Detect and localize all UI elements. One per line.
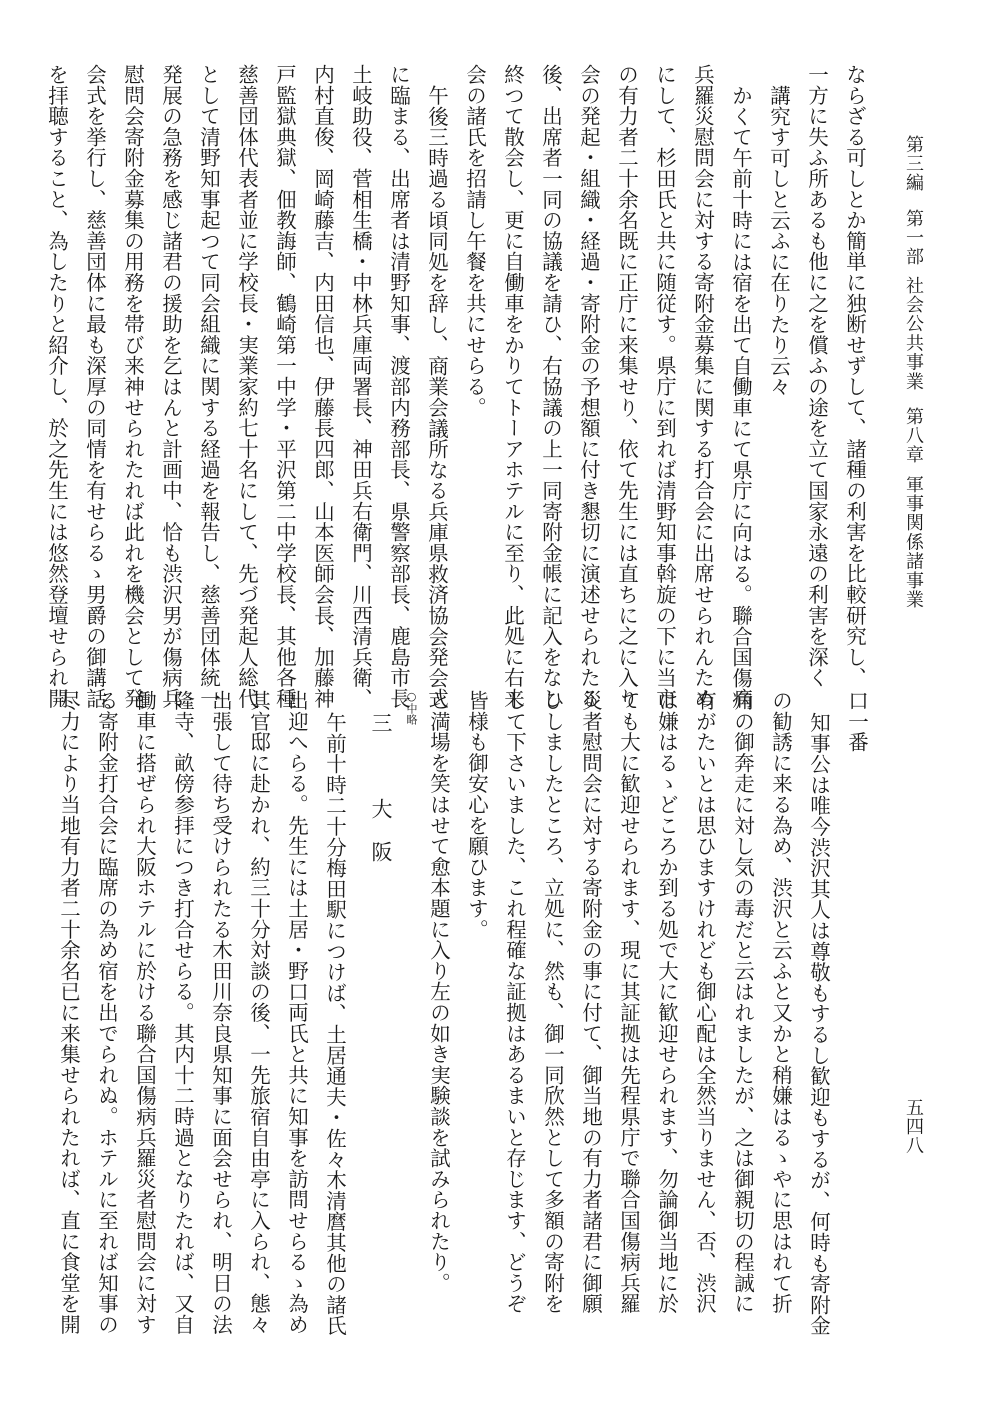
upper-text-column: 内村直俊、岡崎藤吉、内田信也、伊藤長四郎、山本医師会長、加藤神 — [310, 64, 335, 709]
lower-text-column: は嫌はるゝどころか到る処で大に歓迎せられます、勿論御当地に於 — [654, 690, 679, 1314]
upper-text-column: ならざる可しとか簡単に独断せずして、諸種の利害を比較研究し、 — [842, 64, 867, 688]
upper-text-column: かくて午前十時には宿を出て自働車にて県庁に向はる。聯合国傷病 — [728, 85, 753, 709]
upper-text-column: 一方に失ふ所あるも他に之を償ふの途を立て国家永遠の利害を深く — [804, 64, 829, 688]
page-number: 五四八 — [903, 1098, 924, 1155]
upper-text-column: 講究す可しと云ふに在りたり云々 — [766, 85, 791, 397]
upper-text-column: 会の諸氏を招請し午餐を共にせらる。 — [462, 64, 487, 418]
upper-text-column: 会の発起・組織・経過・寄附金の予想額に付き懇切に演述せられたる — [576, 64, 601, 709]
upper-text-column: 会式を挙行し、慈善団体に最も深厚の同情を有せらるゝ男爵の御講話 — [82, 64, 107, 709]
lower-text-column: 皆様も御安心を願ひます。 — [464, 690, 489, 940]
header-chapter-title: 軍事関係諸事業 — [903, 475, 924, 610]
lower-text-column: 其官邸に赴かれ、約三十分対談の後、一先旅宿自由亭に入られ、態々 — [246, 690, 271, 1335]
lower-text-column: 午前十時二十分梅田駅につけば、土居通夫・佐々木清麿其他の諸氏 — [322, 712, 347, 1336]
lower-text-column: 知事公は唯今渋沢其人は尊敬もするし歓迎もするが、何時も寄附金 — [806, 712, 831, 1336]
running-header — [898, 135, 922, 695]
lower-text-column: 働車に搭ぜられ大阪ホテルに於ける聯合国傷病兵羅災者慰問会に対す — [132, 690, 157, 1335]
upper-text-column: 兵羅災慰問会に対する寄附金募集に関する打合会に出席せられんため — [690, 64, 715, 709]
header-section: 社会公共事業 — [903, 276, 924, 392]
lower-text-column: 角の御奔走に対し気の毒だと云はれましたが、之は御親切の程誠に — [730, 690, 755, 1314]
lower-text-column: 有がたいとは思ひますけれども御心配は全然当りません、否、渋沢 — [692, 690, 717, 1314]
lower-text-column: と満場を笑はせて愈本題に入り左の如き実験談を試みられたり。 — [426, 690, 451, 1294]
upper-text-column: として清野知事起つて同会組織に関する経過を報告し、慈善団体統一 — [196, 64, 221, 709]
lower-text-column: 口一番 — [844, 690, 869, 753]
upper-text-column: 土岐助役、菅相生橋・中林兵庫両署長、神田兵右衛門、川西清兵衛、 — [348, 64, 373, 709]
lower-text-column: の勧誘に来る為め、渋沢と云ふと又かと稍嫌はるゝやに思はれて折 — [768, 690, 793, 1314]
lower-text-column: 災者慰問会に対する寄附金の事に付て、御当地の有力者諸君に御願 — [578, 690, 603, 1314]
upper-text-column: の有力者二十余名既に正庁に来集せり、依て先生には直ちに之に入り — [614, 64, 639, 709]
lower-text-column: 出張して待ち受けられたる木田川奈良県知事に面会せられ、明日の法 — [208, 690, 233, 1335]
upper-text-column: にして、杉田氏と共に随従す。県庁に到れば清野知事斡旋の下に当市 — [652, 64, 677, 709]
upper-text-column: 後、出席者一同の協議を請ひ、右協議の上一同寄附金帳に記入をなし — [538, 64, 563, 709]
lower-text-column: して下さいました、これ程確な証拠はあるまいと存じます、どうぞ — [502, 690, 527, 1314]
omission-note: ○中略 — [405, 690, 418, 725]
lower-text-column: ひしましたところ、立処に、然も、御一同欣然として多額の寄附を — [540, 690, 565, 1314]
header-edition: 第三編 — [903, 135, 924, 193]
lower-text-column: ても大に歓迎せられます、現に其証拠は先程県庁で聯合国傷病兵羅 — [616, 690, 641, 1314]
upper-text-column: 発展の急務を感じ諸君の援助を乞はんと計画中、恰も渋沢男が傷病兵 — [158, 64, 183, 709]
upper-text-column: を拝聴すること、為したりと紹介し、於之先生には悠然登壇せられ開 — [44, 64, 69, 709]
lower-text-column: る寄附金打合会に臨席の為め宿を出でられぬ。ホテルに至れば知事の — [94, 690, 119, 1335]
header-chapter: 第八章 — [903, 407, 924, 466]
lower-text-column: 出迎へらる。先生には土居・野口両氏と共に知事を訪問せらるゝ為め — [284, 690, 309, 1335]
header-part: 第一部 — [903, 208, 924, 267]
upper-text-column: 慰問会寄附金募集の用務を帯び来神せられたれば此れを機会として発 — [120, 64, 145, 709]
upper-text-column: 終つて散会し、更に自働車をかりてトーアホテルに至り、此処に右来 — [500, 64, 525, 709]
upper-text-column: に臨まる、出席者は清野知事、渡部内務部長、県警察部長、鹿島市長 — [386, 64, 411, 709]
upper-text-column: 午後三時過る頃同処を辞し、商業会議所なる兵庫県救済協会発会式 — [424, 85, 449, 709]
lower-text-column: 尽力により当地有力者二十余名已に来集せられたれば、直に食堂を開 — [56, 690, 81, 1335]
upper-text-column: 戸監獄典獄、佃教誨師、鶴崎第一中学・平沢第二中学校長、其他各種 — [272, 64, 297, 709]
section-title: 三 大阪 — [369, 712, 393, 884]
upper-text-column: 慈善団体代表者並に学校長・実業家約七十名にして、先づ発起人総代 — [234, 64, 259, 709]
lower-text-column: 隆寺、畝傍参拝につき打合せらる。其内十二時過となりたれば、又自 — [170, 690, 195, 1335]
